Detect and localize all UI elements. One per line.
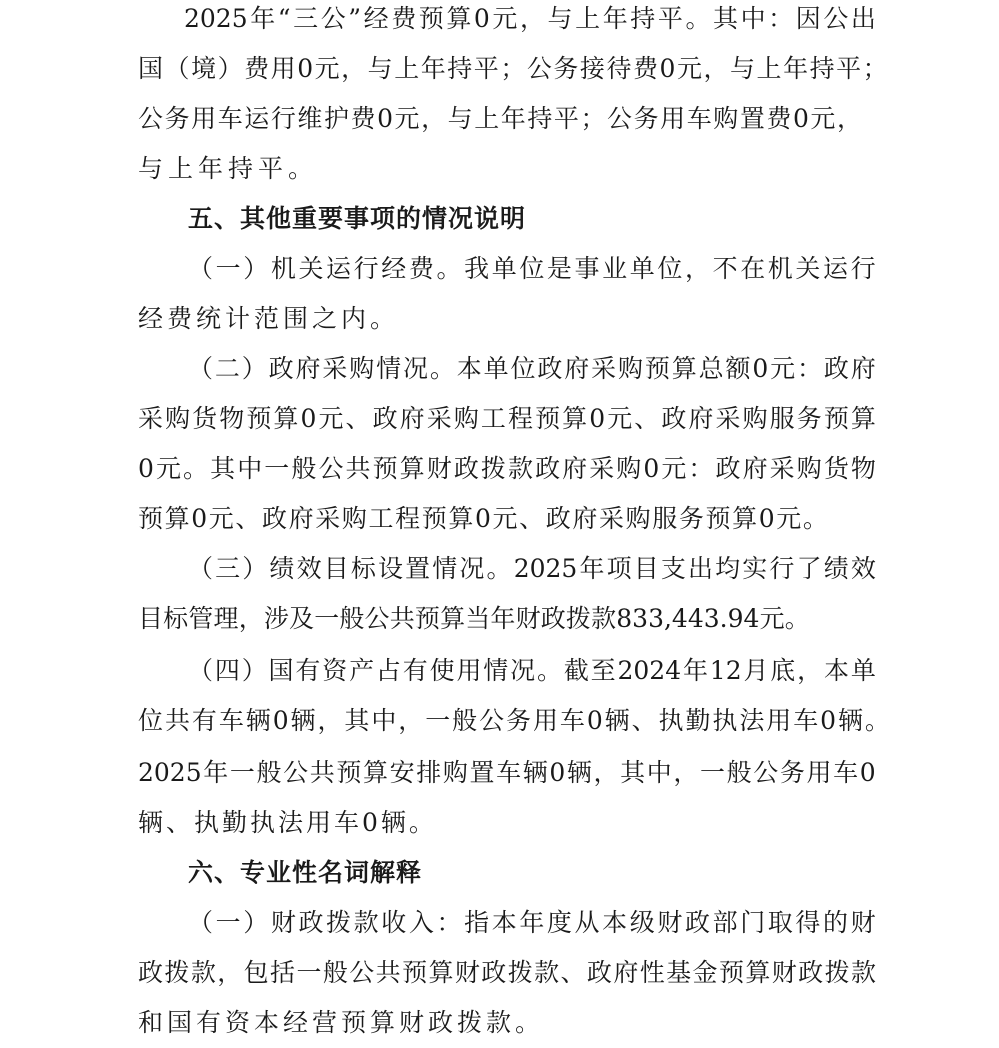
subtitle-char: 产 bbox=[349, 656, 375, 685]
section-heading: 六、专业性名词解释 bbox=[188, 858, 423, 887]
subtitle-char: 况 bbox=[459, 554, 485, 583]
subtitle-char: 设 bbox=[377, 554, 403, 583]
subtitle-char: ： bbox=[436, 908, 462, 937]
paragraph-line: 采 购 货 物 预 算 0 元 、 政 府 采 购 工 程 预 算 0 元 、 政 府 采 购 服 务 预 算 bbox=[138, 404, 876, 433]
paragraph-line: 0 元 。 其 中 一 般 公 共 预 算 财 政 拨 款 政 府 采 购 0 元 ： 政 府 采 购 货 物 bbox=[138, 454, 876, 483]
subtitle-char: 。 bbox=[536, 656, 562, 685]
subtitle-char: 况 bbox=[403, 354, 429, 383]
subtitle-char: ） bbox=[243, 254, 269, 283]
subtitle-char: 效 bbox=[296, 554, 322, 583]
paragraph-line: 政 拨 款 ， 包 括 一 般 公 共 预 算 财 政 拨 款 、 政 府 性 基 金 预 算 财 政 拨 款 bbox=[138, 958, 876, 987]
subtitle-char: ） bbox=[242, 554, 268, 583]
subtitle-char: 一 bbox=[215, 254, 241, 283]
paragraph-line: 公 务 用 车 运 行 维 护 费 0 元 ， 与 上 年 持 平 ； 公 务 用 车 购 置 费 0 元 ， bbox=[138, 104, 862, 133]
subtitle-char: 收 bbox=[381, 908, 407, 937]
subtitle-char: 入 bbox=[408, 908, 434, 937]
paragraph-first-line: （ 四 ） 国 有 资 产 占 有 使 用 情 况 。 截 至 2024 年 12 月 底 ， 本 单 bbox=[188, 646, 876, 696]
subtitle-char: （ bbox=[188, 908, 214, 937]
subtitle-char: 国 bbox=[268, 656, 294, 685]
subtitle-char: 用 bbox=[456, 656, 482, 685]
subtitle-char: 费 bbox=[408, 254, 434, 283]
subtitle-char: ） bbox=[241, 656, 267, 685]
subtitle-char: （ bbox=[188, 656, 214, 685]
subtitle-char: 政 bbox=[268, 354, 294, 383]
subtitle-char: （ bbox=[188, 254, 214, 283]
subtitle-char: ） bbox=[243, 908, 269, 937]
paragraph-line: 预 算 0 元 、 政 府 采 购 工 程 预 算 0 元 、 政 府 采 购 服 务 预 算 0 元 。 bbox=[138, 504, 828, 533]
subtitle-char: ） bbox=[241, 354, 267, 383]
subtitle-char: 政 bbox=[298, 908, 324, 937]
subtitle-char: 经 bbox=[381, 254, 407, 283]
subtitle-char: 标 bbox=[350, 554, 376, 583]
subtitle-char: 有 bbox=[402, 656, 428, 685]
subtitle-char: 有 bbox=[295, 656, 321, 685]
subtitle-char: 运 bbox=[326, 254, 352, 283]
subtitle-char: 购 bbox=[349, 354, 375, 383]
paragraph-line: 位 共 有 车 辆 0 辆 ， 其 中 ， 一 般 公 务 用 车 0 辆 、 执 勤 执 法 用 车 0 辆 。 bbox=[138, 706, 890, 735]
subtitle-char: 绩 bbox=[269, 554, 295, 583]
subtitle-char: 资 bbox=[322, 656, 348, 685]
subtitle-char: 四 bbox=[214, 656, 240, 685]
subtitle-char: 情 bbox=[483, 656, 509, 685]
subtitle-char: 使 bbox=[429, 656, 455, 685]
paragraph-line: 目 标 管 理 ， 涉 及 一 般 公 共 预 算 当 年 财 政 拨 款 833,443.94 元 。 bbox=[138, 604, 810, 633]
subtitle-char: （ bbox=[188, 554, 214, 583]
subtitle-char: 。 bbox=[429, 354, 455, 383]
subtitle-char: 府 bbox=[295, 354, 321, 383]
subtitle-char: 采 bbox=[322, 354, 348, 383]
paragraph-line: 国 （ 境 ） 费 用 0 元 ， 与 上 年 持 平 ； 公 务 接 待 费 0 元 ， 与 上 年 持 平 ； bbox=[138, 54, 888, 83]
subtitle-char: 行 bbox=[353, 254, 379, 283]
subtitle-char: （ bbox=[188, 354, 214, 383]
subtitle-char: 关 bbox=[298, 254, 324, 283]
subtitle-char: 况 bbox=[510, 656, 536, 685]
subtitle-char: 拨 bbox=[326, 908, 352, 937]
paragraph-line: 2025 年 “ 三 公 ” 经 费 预 算 0 元 ， 与 上 年 持 平 。 其 中 ： 因 公 出 bbox=[184, 4, 876, 33]
subtitle-char: 占 bbox=[375, 656, 401, 685]
subtitle-char: 一 bbox=[215, 908, 241, 937]
subtitle-char: 目 bbox=[323, 554, 349, 583]
paragraph-line: 和国有资本经营预算财政拨款。 bbox=[138, 1008, 545, 1037]
paragraph-line: 经费统计范围之内。 bbox=[138, 304, 400, 333]
paragraph-first-line: （ 一 ） 财 政 拨 款 收 入 ： 指 本 年 度 从 本 级 财 政 部 门 取 得 的 财 bbox=[188, 898, 876, 948]
paragraph-line: 2025 年 一 般 公 共 预 算 安 排 购 置 车 辆 0 辆 ， 其 中 ， 一 般 公 务 用 车 0 bbox=[138, 758, 876, 787]
subtitle-char: 。 bbox=[436, 254, 462, 283]
subtitle-char: 置 bbox=[405, 554, 431, 583]
subtitle-char: 款 bbox=[353, 908, 379, 937]
subtitle-char: 情 bbox=[432, 554, 458, 583]
paragraph-first-line: （ 二 ） 政 府 采 购 情 况 。 本 单 位 政 府 采 购 预 算 总 额 0 元 ： 政 府 bbox=[188, 344, 876, 394]
subtitle-char: 财 bbox=[270, 908, 296, 937]
subtitle-char: 情 bbox=[376, 354, 402, 383]
section-heading: 五、其他重要事项的情况说明 bbox=[188, 204, 527, 233]
subtitle-char: 机 bbox=[270, 254, 296, 283]
paragraph-line: 辆、执勤执法用车0辆。 bbox=[138, 808, 437, 837]
paragraph-first-line: （ 三 ） 绩 效 目 标 设 置 情 况 。 2025 年 项 目 支 出 均 实 行 了 绩 效 bbox=[188, 544, 876, 594]
paragraph-first-line: （ 一 ） 机 关 运 行 经 费 。 我 单 位 是 事 业 单 位 ， 不 在 机 关 运 行 bbox=[188, 244, 876, 294]
subtitle-char: 三 bbox=[215, 554, 241, 583]
subtitle-char: 。 bbox=[486, 554, 512, 583]
paragraph-line: 与上年持平。 bbox=[138, 154, 319, 183]
subtitle-char: 二 bbox=[214, 354, 240, 383]
